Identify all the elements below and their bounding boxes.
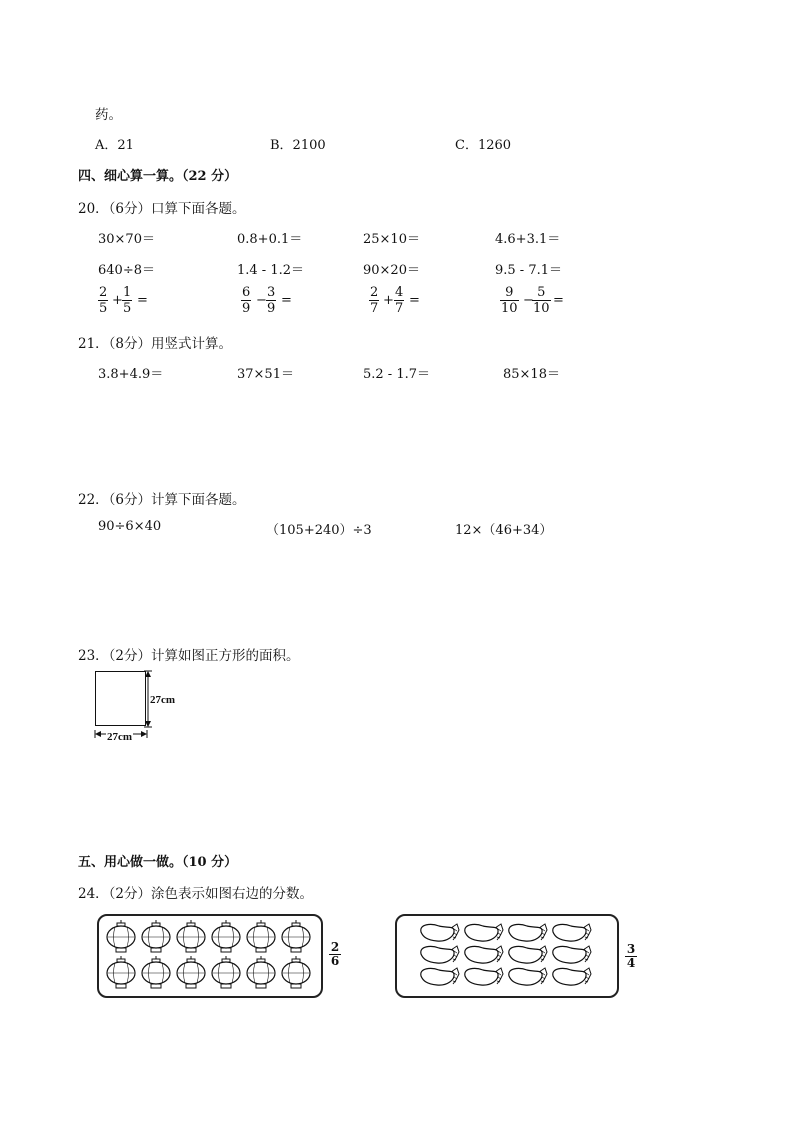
equals: = xyxy=(281,293,292,308)
question-24-title: 24．（2分）涂色表示如图右边的分数。 xyxy=(78,886,314,902)
equals: = xyxy=(409,293,420,308)
fraction: 3 9 xyxy=(267,285,276,316)
operator: − xyxy=(256,293,267,308)
lantern-grid xyxy=(99,916,321,996)
equals: = xyxy=(553,293,564,308)
fraction-denominator: 4 xyxy=(626,956,636,970)
q21-item: 85×18＝ xyxy=(503,367,560,382)
fraction: 4 7 xyxy=(395,285,404,316)
question-20-title: 20．（6分）口算下面各题。 xyxy=(78,201,246,217)
fraction: 6 9 xyxy=(242,285,251,316)
side-label: 27cm xyxy=(150,694,176,706)
q20-item: 9.5 - 7.1＝ xyxy=(495,263,563,278)
fraction: 2 5 xyxy=(99,285,108,316)
lantern-fraction xyxy=(329,941,341,968)
section-4-title: 四、细心算一算。（22 分） xyxy=(78,169,238,184)
q22-item: （105+240）÷3 xyxy=(266,523,372,538)
mango-box xyxy=(395,914,619,998)
bottom-label: 27cm xyxy=(107,731,133,743)
q22-item: 90÷6×40 xyxy=(98,519,162,534)
q20-item: 4.6+3.1＝ xyxy=(495,232,561,247)
fraction: 5 10 xyxy=(533,285,550,316)
fraction-numerator: 3 xyxy=(626,942,636,956)
q22-item: 12×（46+34） xyxy=(455,523,553,538)
fraction: 1 5 xyxy=(123,285,132,316)
operator: + xyxy=(112,293,123,308)
q21-item: 37×51＝ xyxy=(237,367,294,382)
q20-item: 90×20＝ xyxy=(363,263,420,278)
option-c: C．1260 xyxy=(455,138,512,153)
fraction-denominator: 6 xyxy=(330,954,340,968)
section-5-title: 五、用心做一做。（10 分） xyxy=(78,855,238,870)
question-21-title: 21．（8分）用竖式计算。 xyxy=(78,336,233,352)
question-23-title: 23．（2分）计算如图正方形的面积。 xyxy=(78,648,300,664)
q20-item: 0.8+0.1＝ xyxy=(237,232,303,247)
equals: = xyxy=(137,293,148,308)
mango-fraction xyxy=(625,943,637,970)
lantern-box xyxy=(97,914,323,998)
fraction-numerator: 2 xyxy=(330,940,340,954)
fraction: 9 10 xyxy=(501,285,518,316)
q20-item: 25×10＝ xyxy=(363,232,420,247)
continued-text: 药。 xyxy=(95,107,122,123)
operator: + xyxy=(383,293,394,308)
mango-grid xyxy=(397,916,617,996)
q20-item: 640÷8＝ xyxy=(98,263,155,278)
q21-item: 3.8+4.9＝ xyxy=(98,367,164,382)
q21-item: 5.2 - 1.7＝ xyxy=(363,367,431,382)
option-a: A．21 xyxy=(95,138,134,153)
q20-item: 1.4 - 1.2＝ xyxy=(237,263,305,278)
operator: − xyxy=(523,293,534,308)
dimension-arrows xyxy=(90,666,190,746)
question-22-title: 22．（6分）计算下面各题。 xyxy=(78,492,246,508)
q20-item: 30×70＝ xyxy=(98,232,155,247)
option-b: B．2100 xyxy=(270,138,326,153)
fraction: 2 7 xyxy=(370,285,379,316)
